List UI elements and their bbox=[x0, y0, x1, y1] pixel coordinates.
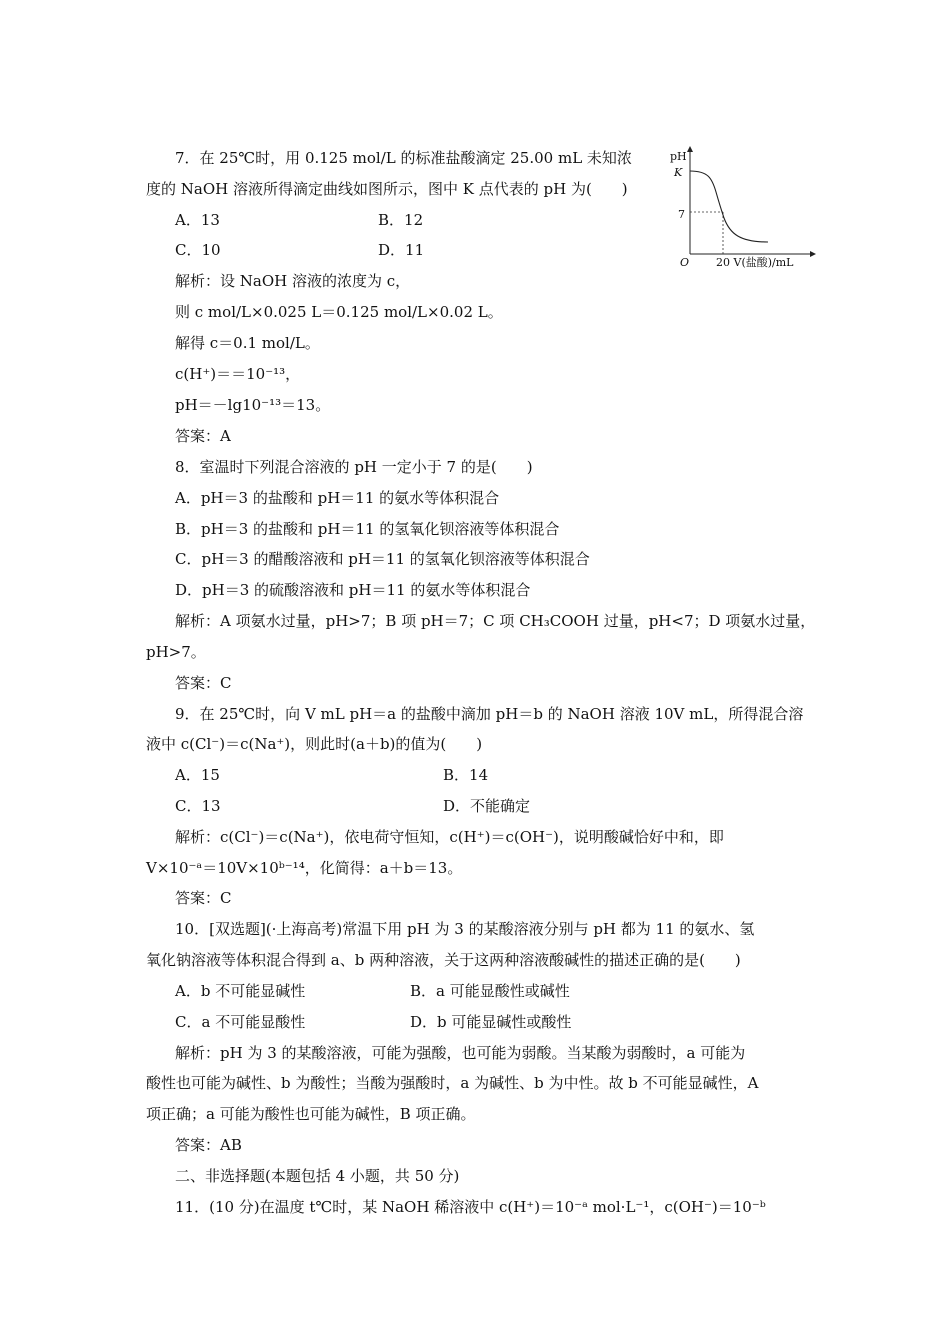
y-axis-label: pH bbox=[670, 150, 687, 163]
q10-stem-line1: 10．[双选题](·上海高考)常温下用 pH 为 3 的某酸溶液分别与 pH 都为 11 的氨水、氢 bbox=[175, 920, 755, 938]
q10-solution-line2: 酸性也可能为碱性、b 为酸性；当酸为强酸时，a 为碱性、b 为中性。故 b 不可能显碱性，A bbox=[146, 1074, 759, 1092]
q10-answer: 答案：AB bbox=[175, 1136, 242, 1154]
q7-option-b: B．12 bbox=[378, 211, 424, 229]
q7-stem-line1: 7．在 25℃时，用 0.125 mol/L 的标准盐酸滴定 25.00 mL 未知浓 bbox=[175, 149, 632, 167]
q7-solution-line3: 解得 c＝0.1 mol/L。 bbox=[175, 334, 320, 352]
x-axis-label: 20 V(盐酸)/mL bbox=[716, 256, 794, 269]
x-axis-arrow bbox=[810, 251, 816, 257]
q7-option-a: A．13 bbox=[175, 211, 220, 229]
q9-option-b: B．14 bbox=[443, 766, 489, 784]
q8-option-a: A．pH＝3 的盐酸和 pH＝11 的氨水等体积混合 bbox=[175, 489, 500, 507]
y-axis-arrow bbox=[687, 146, 693, 152]
q8-answer: 答案：C bbox=[175, 674, 232, 692]
q10-option-b: B．a 可能显酸性或碱性 bbox=[410, 982, 570, 1000]
q9-stem-line1: 9．在 25℃时，向 V mL pH＝a 的盐酸中滴加 pH＝b 的 NaOH 溶液 10V mL，所得混合溶 bbox=[175, 705, 804, 723]
q9-solution-line1: 解析：c(Cl⁻)＝c(Na⁺)，依电荷守恒知，c(H⁺)＝c(OH⁻)，说明酸碱恰好中和，即 bbox=[175, 828, 724, 846]
q7-answer: 答案：A bbox=[175, 427, 231, 445]
q9-solution-line2: V×10⁻ᵃ＝10V×10ᵇ⁻¹⁴，化简得：a＋b＝13。 bbox=[146, 859, 463, 877]
q9-option-d: D．不能确定 bbox=[443, 797, 531, 815]
titration-curve bbox=[690, 171, 768, 242]
ph-seven-label: 7 bbox=[678, 208, 685, 221]
q10-option-d: D．b 可能显碱性或酸性 bbox=[410, 1013, 572, 1031]
q7-solution-line2: 则 c mol/L×0.025 L＝0.125 mol/L×0.02 L。 bbox=[175, 303, 503, 321]
q8-option-b: B．pH＝3 的盐酸和 pH＝11 的氢氧化钡溶液等体积混合 bbox=[175, 520, 560, 538]
q7-solution-line1: 解析：设 NaOH 溶液的浓度为 c， bbox=[175, 272, 411, 290]
q8-option-d: D．pH＝3 的硫酸溶液和 pH＝11 的氨水等体积混合 bbox=[175, 581, 531, 599]
q10-solution-line1: 解析：pH 为 3 的某酸溶液，可能为强酸，也可能为弱酸。当某酸为弱酸时，a 可能为 bbox=[175, 1044, 746, 1062]
q9-answer: 答案：C bbox=[175, 889, 232, 907]
q7-option-c: C．10 bbox=[175, 241, 221, 259]
q8-stem: 8．室温时下列混合溶液的 pH 一定小于 7 的是( ) bbox=[175, 458, 533, 476]
section-heading: 二、非选择题(本题包括 4 小题，共 50 分) bbox=[175, 1167, 460, 1185]
q10-option-c: C．a 不可能显酸性 bbox=[175, 1013, 306, 1031]
q10-stem-line2: 氧化钠溶液等体积混合得到 a、b 两种溶液，关于这两种溶液酸碱性的描述正确的是( ) bbox=[146, 951, 741, 969]
q7-option-d: D．11 bbox=[378, 241, 425, 259]
q10-option-a: A．b 不可能显碱性 bbox=[175, 982, 306, 1000]
q7-stem-line2: 度的 NaOH 溶液所得滴定曲线如图所示，图中 K 点代表的 pH 为( ) bbox=[146, 180, 628, 198]
k-point-label: K bbox=[674, 166, 683, 179]
titration-curve-figure bbox=[668, 142, 818, 270]
q9-option-c: C．13 bbox=[175, 797, 221, 815]
q7-solution-line5: pH＝－lg10⁻¹³＝13。 bbox=[175, 396, 331, 414]
q9-stem-line2: 液中 c(Cl⁻)＝c(Na⁺)，则此时(a＋b)的值为( ) bbox=[146, 735, 483, 753]
q8-solution-line1: 解析：A 项氨水过量，pH>7；B 项 pH＝7；C 项 CH₃COOH 过量，pH<7；D 项氨水过量， bbox=[175, 612, 816, 630]
q9-option-a: A．15 bbox=[175, 766, 220, 784]
q10-solution-line3: 项正确；a 可能为酸性也可能为碱性，B 项正确。 bbox=[146, 1105, 476, 1123]
q8-solution-line2: pH>7。 bbox=[146, 643, 206, 661]
q11-stem-line1: 11．(10 分)在温度 t℃时，某 NaOH 稀溶液中 c(H⁺)＝10⁻ᵃ mol·L⁻¹，c(OH⁻)＝10⁻ᵇ bbox=[175, 1198, 766, 1216]
q7-solution-line4: c(H⁺)＝＝10⁻¹³， bbox=[175, 365, 301, 383]
origin-label: O bbox=[680, 256, 690, 269]
q8-option-c: C．pH＝3 的醋酸溶液和 pH＝11 的氢氧化钡溶液等体积混合 bbox=[175, 550, 590, 568]
